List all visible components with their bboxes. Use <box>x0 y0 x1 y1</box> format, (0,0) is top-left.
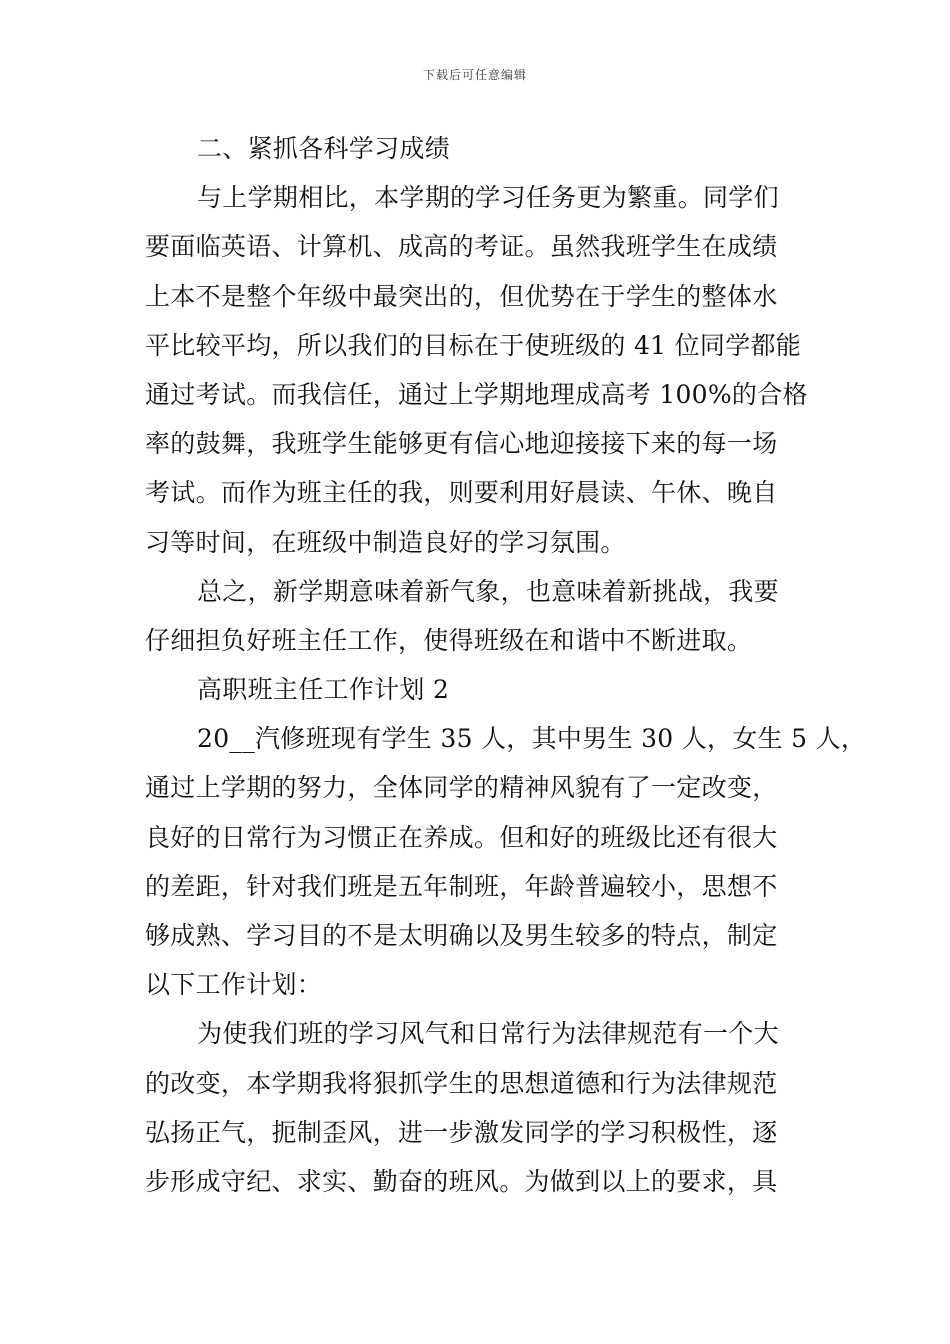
text-line: 习等时间，在班级中制造良好的学习氛围。 <box>145 527 626 557</box>
text-line: 考试。而作为班主任的我，则要利用好晨读、午休、晚自 <box>145 478 778 508</box>
text-line: 的改变，本学期我将狠抓学生的思想道德和行为法律规范 <box>145 1068 778 1098</box>
text-line: 弘扬正气，扼制歪风，进一步激发同学的学习积极性，逐 <box>145 1117 778 1147</box>
text-line: 步形成守纪、求实、勤奋的班风。为做到以上的要求，具 <box>145 1166 778 1196</box>
text-line: 总之，新学期意味着新气象，也意味着新挑战，我要 <box>197 576 779 606</box>
text-line: 20__汽修班现有学生 35 人，其中男生 30 人，女生 5 人， <box>197 724 867 754</box>
text-line: 率的鼓舞，我班学生能够更有信心地迎接接下来的每一场 <box>145 429 778 459</box>
text-line: 的差距，针对我们班是五年制班，年龄普遍较小，思想不 <box>145 871 778 901</box>
text-line: 平比较平均，所以我们的目标在于使班级的 41 位同学都能 <box>145 330 802 360</box>
text-line: 高职班主任工作计划 2 <box>197 675 450 705</box>
text-line: 仔细担负好班主任工作，使得班级在和谐中不断进取。 <box>145 625 753 655</box>
text-line: 通过考试。而我信任，通过上学期地理成高考 100%的合格 <box>145 379 808 409</box>
text-line: 要面临英语、计算机、成高的考证。虽然我班学生在成绩 <box>145 232 778 262</box>
text-line: 通过上学期的努力，全体同学的精神风貌有了一定改变， <box>145 773 778 803</box>
text-line: 与上学期相比，本学期的学习任务更为繁重。同学们 <box>197 183 779 213</box>
text-line: 上本不是整个年级中最突出的，但优势在于学生的整体水 <box>145 281 778 311</box>
text-line: 以下工作计划： <box>145 970 323 1000</box>
document-body <box>145 124 867 1206</box>
page-header-note: 下载后可任意编辑 <box>422 68 527 82</box>
text-line: 良好的日常行为习惯正在养成。但和好的班级比还有很大 <box>145 822 778 852</box>
text-line: 够成熟、学习目的不是太明确以及男生较多的特点，制定 <box>145 921 778 950</box>
text-line: 二、紧抓各科学习成绩 <box>197 134 451 163</box>
text-line: 为使我们班的学习风气和日常行为法律规范有一个大 <box>197 1019 779 1049</box>
